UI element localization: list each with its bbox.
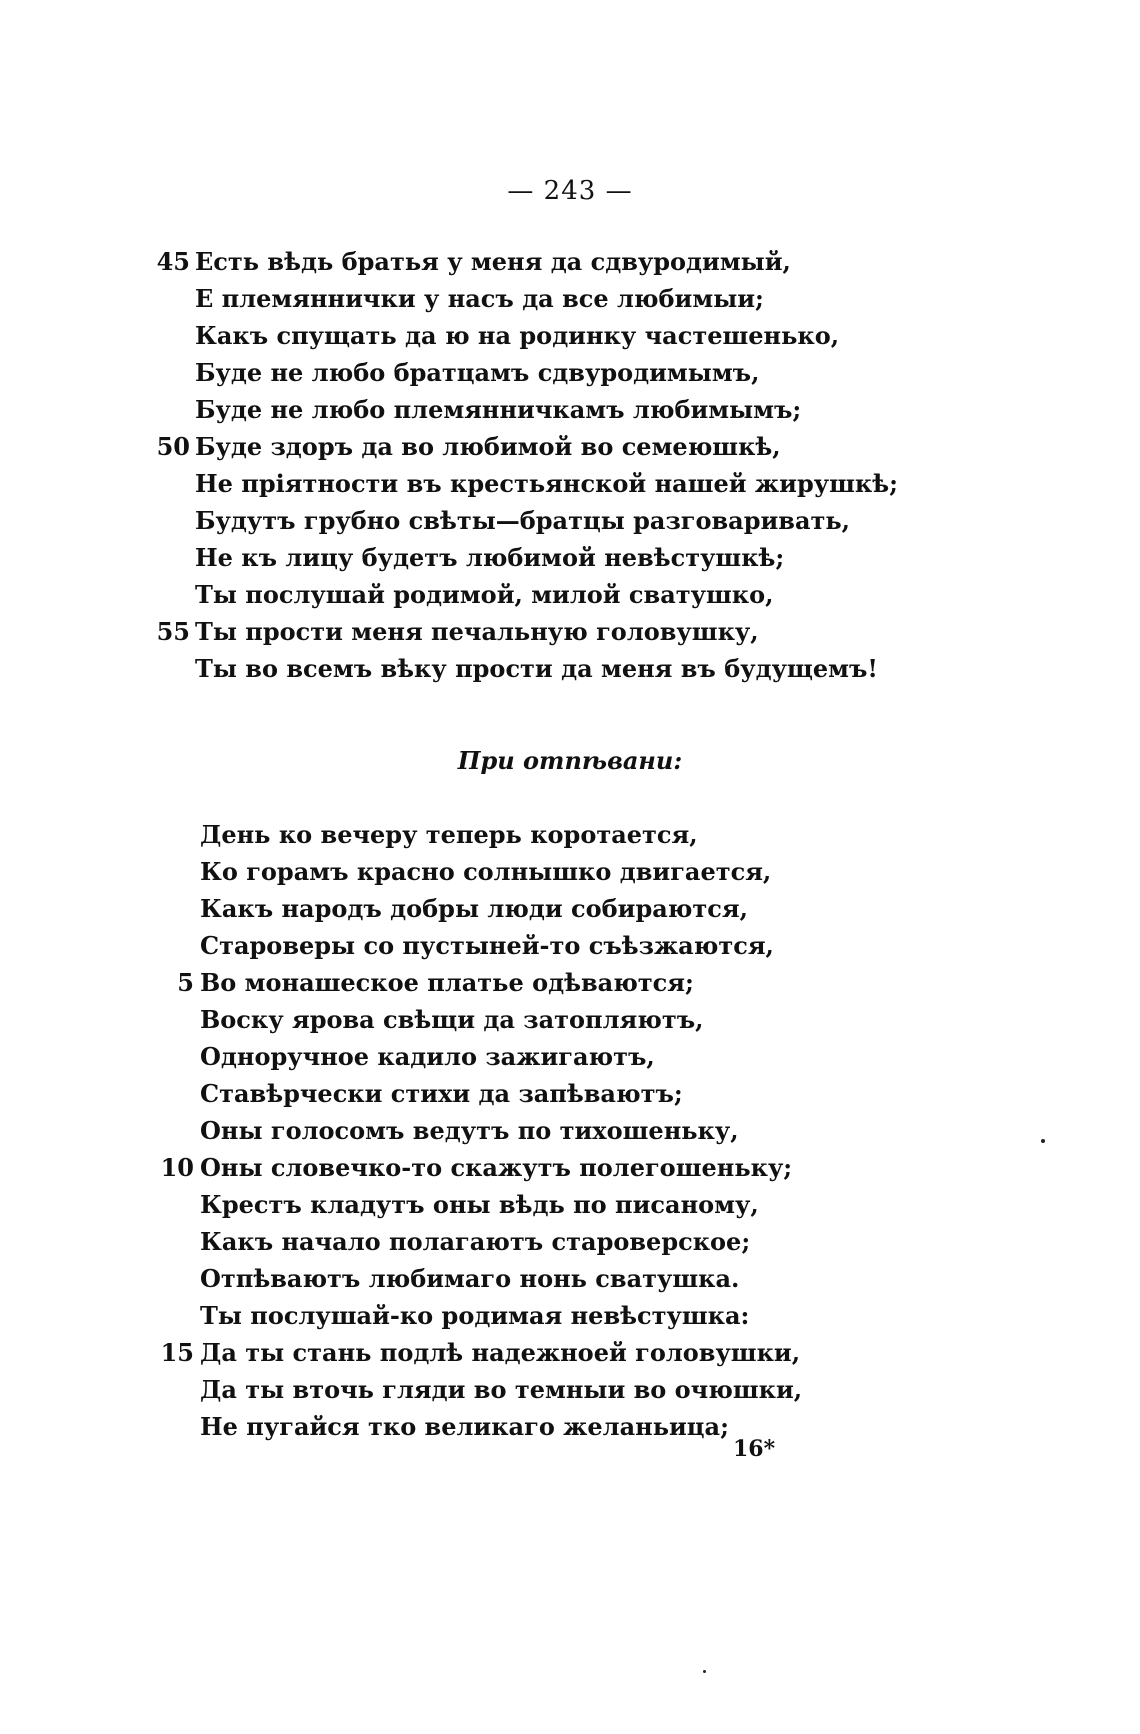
line-number: 55 — [156, 617, 190, 646]
poem-first-section — [0, 243, 1140, 687]
verse-text: Какъ народъ добры люди собираются, — [200, 894, 748, 923]
verse-text: Да ты вточь гляди во темныи во очюшки, — [200, 1375, 803, 1404]
verse-text: День ко вечеру теперь коротается, — [200, 820, 698, 849]
verse-text: Воску ярова свѣщи да затопляютъ, — [200, 1005, 704, 1034]
line-number: 5 — [177, 968, 194, 997]
verse-line — [0, 1075, 1140, 1112]
verse-line — [0, 243, 1140, 280]
verse-line — [0, 890, 1140, 927]
verse-text: Да ты стань подлѣ надежноей головушки, — [200, 1338, 801, 1367]
line-number: 15 — [160, 1338, 194, 1367]
verse-text: Какъ спущать да ю на родинку частешенько, — [195, 321, 840, 350]
verse-line — [0, 1260, 1140, 1297]
verse-text: Е племяннички у насъ да все любимыи; — [195, 284, 764, 313]
verse-line — [0, 1038, 1140, 1075]
verse-line — [0, 816, 1140, 853]
verse-line — [0, 1223, 1140, 1260]
verse-line — [0, 1149, 1140, 1186]
verse-line — [0, 354, 1140, 391]
section-heading: При отпѣвани: — [457, 746, 683, 775]
verse-line — [0, 465, 1140, 502]
verse-text: Отпѣваютъ любимаго нонь сватушка. — [200, 1264, 740, 1293]
verse-text: Ты послушай-ко родимая невѣстушка: — [200, 1301, 750, 1330]
verse-line — [0, 1297, 1140, 1334]
verse-line — [0, 502, 1140, 539]
verse-text: Есть вѣдь братья у меня да сдвуродимый, — [195, 247, 791, 276]
verse-text: Одноручное кадило зажигаютъ, — [200, 1042, 655, 1071]
speck-mark — [1041, 1139, 1045, 1143]
verse-text: Оны словечко-то скажутъ полегошеньку; — [200, 1153, 793, 1182]
verse-text: Ставѣрчески стихи да запѣваютъ; — [200, 1079, 683, 1108]
verse-text: Буде здоръ да во любимой во семеюшкѣ, — [195, 432, 781, 461]
verse-line — [0, 1408, 1140, 1445]
verse-text: Крестъ кладутъ оны вѣдь по писаному, — [200, 1190, 759, 1219]
verse-text: Оны голосомъ ведутъ по тихошеньку, — [200, 1116, 739, 1145]
verse-line — [0, 853, 1140, 890]
verse-text: Ты во всемъ вѣку прости да меня въ будущемъ! — [195, 654, 878, 683]
verse-text: Не пугайся тко великаго желаньица; — [200, 1412, 729, 1441]
poem-second-section — [0, 816, 1140, 1445]
verse-line — [0, 1334, 1140, 1371]
verse-line — [0, 539, 1140, 576]
verse-text: Ты прости меня печальную головушку, — [195, 617, 759, 646]
verse-text: Буде не любо племянничкамъ любимымъ; — [195, 395, 802, 424]
verse-text: Какъ начало полагаютъ староверское; — [200, 1227, 751, 1256]
line-number: 10 — [160, 1153, 194, 1182]
verse-line — [0, 576, 1140, 613]
verse-text: Ко горамъ красно солнышко двигается, — [200, 857, 772, 886]
verse-line — [0, 1186, 1140, 1223]
verse-line — [0, 1371, 1140, 1408]
verse-line — [0, 391, 1140, 428]
verse-text: Буде не любо братцамъ сдвуродимымъ, — [195, 358, 760, 387]
verse-line — [0, 613, 1140, 650]
verse-text: Ты послушай родимой, милой сватушко, — [195, 580, 774, 609]
speck-mark — [703, 1670, 706, 1673]
verse-line — [0, 964, 1140, 1001]
verse-line — [0, 280, 1140, 317]
line-number: 45 — [156, 247, 190, 276]
line-number: 50 — [156, 432, 190, 461]
verse-text: Не пріятности въ крестьянской нашей жирушкѣ; — [195, 469, 898, 498]
verse-line — [0, 927, 1140, 964]
verse-text: Не къ лицу будетъ любимой невѣстушкѣ; — [195, 543, 785, 572]
verse-line — [0, 317, 1140, 354]
verse-text: Староверы со пустыней-то съѣзжаются, — [200, 931, 774, 960]
verse-line — [0, 1112, 1140, 1149]
verse-line — [0, 650, 1140, 687]
verse-line — [0, 1001, 1140, 1038]
page-number: — 243 — — [507, 176, 633, 206]
verse-line — [0, 428, 1140, 465]
signature-mark: 16* — [733, 1436, 776, 1462]
verse-text: Во монашеское платье одѣваются; — [200, 968, 694, 997]
verse-text: Будутъ грубно свѣты—братцы разговаривать, — [195, 506, 851, 535]
